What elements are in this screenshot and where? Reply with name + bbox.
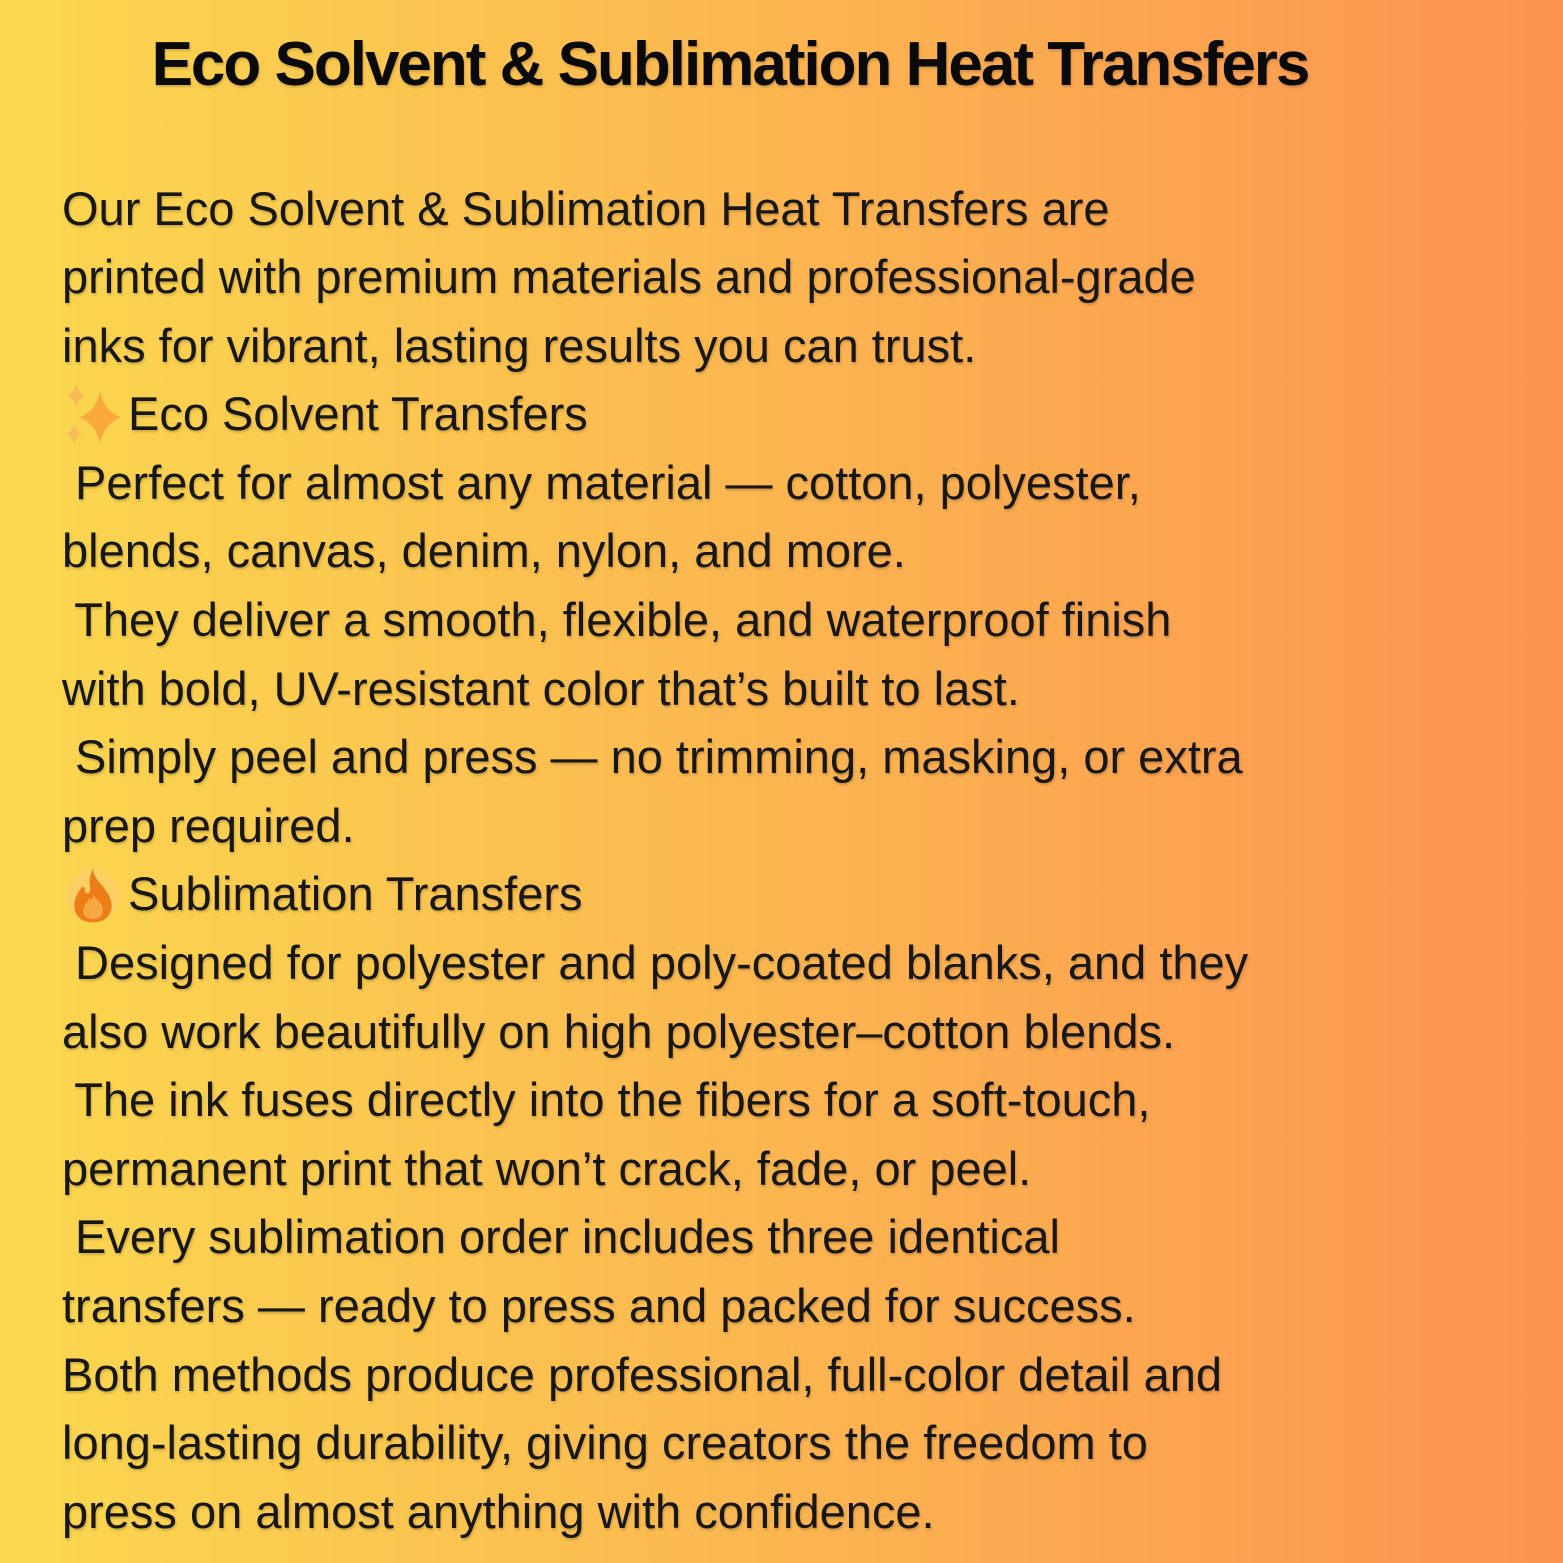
body-line: [62, 449, 1563, 518]
page-title: Eco Solvent & Sublimation Heat Transfers: [151, 30, 1309, 99]
body-line: [62, 860, 1563, 929]
body-line: [62, 1203, 1563, 1272]
body-line: [62, 655, 1563, 724]
body-line-text: Our Eco Solvent & Sublimation Heat Transfers are: [62, 181, 1110, 235]
body-line-text: Perfect for almost any material — cotton, polyester,: [62, 455, 1141, 509]
body-line-text: also work beautifully on high polyester–cotton blends.: [62, 1004, 1176, 1058]
body-line: [62, 1409, 1563, 1478]
body-line: [62, 723, 1563, 792]
body-text: [0, 175, 1563, 1547]
body-line: [62, 243, 1563, 312]
body-line-text: transfers — ready to press and packed for success.: [62, 1279, 1136, 1332]
body-line-text: inks for vibrant, lasting results you can trust.: [62, 318, 977, 372]
body-line-text: The ink fuses directly into the fibers for a soft-touch,: [62, 1073, 1151, 1127]
body-line-text: They deliver a smooth, flexible, and waterproof finish: [62, 593, 1172, 647]
body-line-text: Sublimation Transfers: [128, 867, 583, 921]
body-line: [62, 792, 1563, 861]
body-line-text: Every sublimation order includes three identical: [62, 1210, 1060, 1264]
body-line-text: permanent print that won’t crack, fade, or peel.: [62, 1141, 1032, 1195]
sparkles-icon: [62, 382, 124, 446]
body-line-text: blends, canvas, denim, nylon, and more.: [62, 524, 906, 578]
body-line: [62, 1135, 1563, 1204]
body-line-text: Designed for polyester and poly-coated blanks, and they: [62, 936, 1249, 990]
body-line: [62, 517, 1563, 586]
body-line: [62, 929, 1563, 998]
body-line-text: with bold, UV-resistant color that’s built to last.: [62, 661, 1020, 715]
body-line-text: press on almost anything with confidence.: [62, 1484, 935, 1538]
body-line-text: Eco Solvent Transfers: [128, 387, 588, 441]
body-line: [62, 380, 1563, 449]
body-line: [62, 312, 1563, 381]
fire-icon: [62, 862, 124, 926]
body-line-text: long-lasting durability, giving creators the freedom to: [62, 1416, 1148, 1470]
body-line-text: Both methods produce professional, full-color detail and: [62, 1347, 1223, 1401]
body-line-text: printed with premium materials and professional-grade: [62, 250, 1196, 304]
body-line: [62, 1341, 1563, 1410]
body-line: [62, 586, 1563, 655]
body-line: [62, 998, 1563, 1067]
body-line-text: Simply peel and press — no trimming, masking, or extra: [62, 730, 1243, 784]
title-wrap: [0, 0, 1460, 104]
body-line: [62, 175, 1563, 244]
body-line: [62, 1066, 1563, 1135]
body-line-text: prep required.: [62, 798, 355, 852]
body-line: [62, 1478, 1563, 1547]
body-line: [62, 1272, 1563, 1341]
